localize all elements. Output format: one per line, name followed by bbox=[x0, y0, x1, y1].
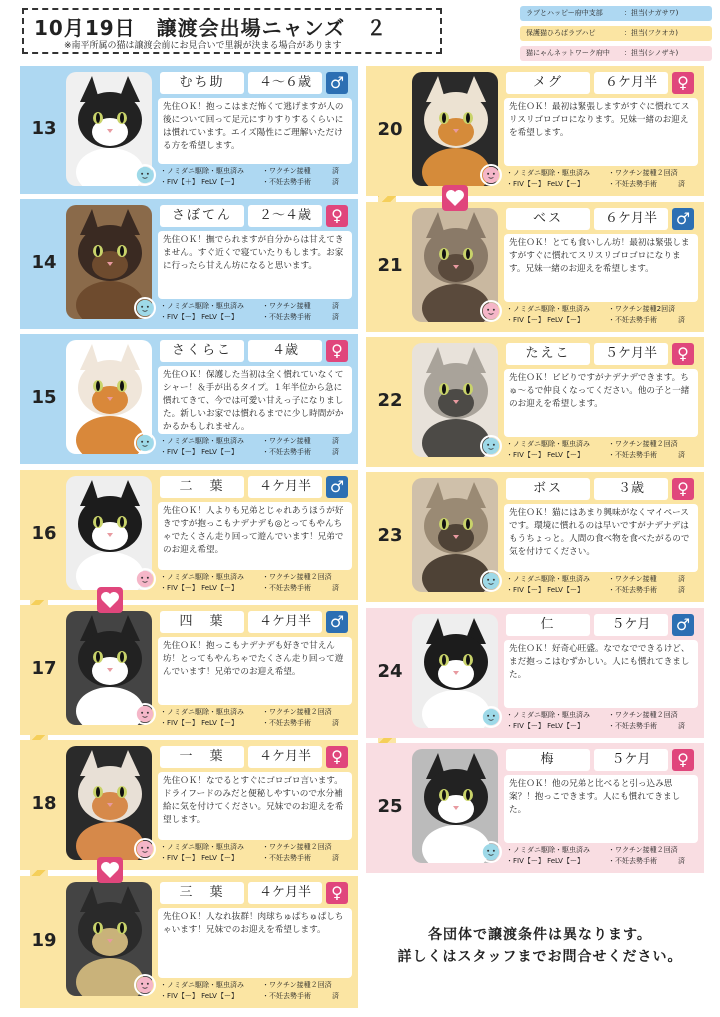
cat-name: たえこ bbox=[506, 343, 590, 365]
fiv-felv-status: ・FIV【ー】 FeLV【ー】 bbox=[160, 854, 238, 862]
contact-item bbox=[520, 6, 712, 21]
vaccine-done: 済 bbox=[332, 167, 339, 175]
cat-number: 18 bbox=[31, 793, 57, 814]
cat-health-info bbox=[506, 304, 685, 326]
female-icon: ♀ bbox=[326, 205, 348, 227]
fiv-felv-status: ・FIV【ー】 FeLV【ー】 bbox=[506, 180, 584, 188]
cat-age: ５ケ月 bbox=[594, 614, 668, 636]
smiley-icon bbox=[134, 297, 156, 319]
cat-description: 先住ＯＫ！最初は緊張しますがすぐに慣れてスリスリゴロゴロになります。兄妹一緒のお迎えを希望します。 bbox=[504, 98, 698, 166]
cat-card bbox=[20, 740, 358, 870]
fiv-felv-status: ・FIV【ー】 FeLV【ー】 bbox=[506, 316, 584, 324]
contact-person: ：担当(シノザキ) bbox=[624, 49, 679, 57]
fiv-felv-status: ・FIV【ー】 FeLV【ー】 bbox=[506, 857, 584, 865]
heart-icon bbox=[97, 587, 123, 613]
cat-number: 21 bbox=[377, 255, 403, 276]
footer-line: 各団体で譲渡条件は異なります。 bbox=[428, 927, 652, 943]
cat-card bbox=[366, 66, 704, 196]
vaccine-status: ・ワクチン接種２回済 bbox=[608, 846, 678, 854]
cat-health-info bbox=[160, 980, 339, 1002]
male-icon: ♂ bbox=[672, 208, 694, 230]
cat-health-info bbox=[506, 168, 685, 190]
cat-card bbox=[20, 199, 358, 329]
smiley-icon bbox=[134, 432, 156, 454]
fiv-felv-status: ・FIV【ー】 FeLV【ー】 bbox=[160, 719, 238, 727]
deworm-status: ・ノミダニ駆除・駆虫済み bbox=[160, 708, 244, 716]
page-note: ※南平所属の猫は譲渡会前にお見合いで里親が決まる場合があります bbox=[64, 41, 342, 51]
cat-health-info bbox=[160, 166, 339, 188]
cat-age: ５ケ月 bbox=[594, 749, 668, 771]
spay-status: ・不妊去勢手術 bbox=[262, 584, 311, 592]
cat-card bbox=[366, 202, 704, 332]
cat-name: 三 葉 bbox=[160, 882, 244, 904]
cat-number: 14 bbox=[31, 252, 57, 273]
vaccine-status: ・ワクチン接種２回済 bbox=[608, 169, 678, 177]
cat-description: 先住ＯＫ！保護した当初は全く慣れていなくてシャー！＆手が出るタイプ。１年半位から急に慣れてきて、今では可愛い甘えっ子になりました。新しいお家では慣れるまでに少し時間がかかるかもしれません。 bbox=[158, 366, 352, 434]
vaccine-status: ・ワクチン接種２回済 bbox=[262, 843, 332, 851]
vaccine-done: 済 bbox=[678, 575, 685, 583]
smiley-icon bbox=[480, 435, 502, 457]
contact-person: ：担当(ナガサワ) bbox=[624, 9, 679, 17]
cat-name: 仁 bbox=[506, 614, 590, 636]
female-icon: ♀ bbox=[672, 343, 694, 365]
deworm-status: ・ノミダニ駆除・駆虫済み bbox=[506, 169, 590, 177]
vaccine-status: ・ワクチン接種2回済 bbox=[608, 305, 676, 313]
cat-health-info bbox=[160, 707, 339, 729]
cat-description: 先住ＯＫ！人よりも兄弟とじゃれあうほうが好きですが抱っこもナデナデも◎とってもやんちゃでたくさん走り回って遊んでいます！兄弟でのお迎え希望。 bbox=[158, 502, 352, 570]
cat-name: ベス bbox=[506, 208, 590, 230]
vaccine-status: ・ワクチン接種 bbox=[262, 437, 311, 445]
cat-number: 22 bbox=[377, 390, 403, 411]
fiv-felv-status: ・FIV【ー】 FeLV【ー】 bbox=[160, 584, 238, 592]
cat-name: 梅 bbox=[506, 749, 590, 771]
cat-description: 先住ＯＫ！抱っこはまだ怖くて逃げますが人の後について回って足元にすりすりするくらいには慣れています。エイズ陽性にご理解いただける方を希望します。 bbox=[158, 98, 352, 164]
heart-icon bbox=[442, 185, 468, 211]
smiley-icon bbox=[480, 841, 502, 863]
vaccine-status: ・ワクチン接種 bbox=[262, 302, 311, 310]
spay-done: 済 bbox=[678, 722, 685, 730]
cat-description: 先住ＯＫ！なでるとすぐにゴロゴロ言います。ドライフードのみだと便秘しやすいので水分補給に気を付けてください。兄妹でのお迎えを希望します。 bbox=[158, 772, 352, 840]
vaccine-status: ・ワクチン接種２回済 bbox=[608, 711, 678, 719]
cat-age: ２〜４歳 bbox=[248, 205, 322, 227]
female-icon: ♀ bbox=[326, 882, 348, 904]
deworm-status: ・ノミダニ駆除・駆虫済み bbox=[160, 981, 244, 989]
smiley-icon bbox=[480, 570, 502, 592]
page-title: 10月19日 譲渡会出場ニャンズ ２ bbox=[34, 16, 388, 40]
cat-age: ４〜６歳 bbox=[248, 72, 322, 94]
smiley-icon bbox=[134, 568, 156, 590]
cat-age: ４歳 bbox=[248, 340, 322, 362]
cat-number: 16 bbox=[31, 523, 57, 544]
fiv-felv-status: ・FIV【ー】 FeLV【ー】 bbox=[506, 586, 584, 594]
spay-status: ・不妊去勢手術 bbox=[608, 722, 657, 730]
cat-number: 20 bbox=[377, 119, 403, 140]
spay-status: ・不妊去勢手術 bbox=[262, 854, 311, 862]
spay-done: 済 bbox=[332, 992, 339, 1000]
cat-name: ボス bbox=[506, 478, 590, 500]
spay-done: 済 bbox=[332, 448, 339, 456]
cat-card bbox=[20, 876, 358, 1008]
cat-health-info bbox=[506, 845, 685, 867]
cat-number: 25 bbox=[377, 796, 403, 817]
spay-status: ・不妊去勢手術 bbox=[608, 586, 657, 594]
deworm-status: ・ノミダニ駆除・駆虫済み bbox=[160, 167, 244, 175]
vaccine-done: 済 bbox=[332, 302, 339, 310]
cat-health-info bbox=[506, 710, 685, 732]
deworm-status: ・ノミダニ駆除・駆虫済み bbox=[506, 305, 590, 313]
deworm-status: ・ノミダニ駆除・駆虫済み bbox=[160, 573, 244, 581]
female-icon: ♀ bbox=[672, 478, 694, 500]
male-icon: ♂ bbox=[326, 476, 348, 498]
fiv-felv-status: ・FIV【ー】 FeLV【ー】 bbox=[160, 992, 238, 1000]
cat-description: 先住ＯＫ！他の兄弟と比べると引っ込み思案？！抱っこできます。人にも慣れてきました。 bbox=[504, 775, 698, 843]
cat-health-info bbox=[160, 301, 339, 323]
smiley-icon bbox=[480, 300, 502, 322]
deworm-status: ・ノミダニ駆除・駆虫済み bbox=[160, 302, 244, 310]
spay-done: 済 bbox=[332, 178, 339, 186]
cat-description: 先住ＯＫ！とても食いしん坊！最初は緊張しますがすぐに慣れてスリスリゴロゴロになります。兄妹一緒のお迎えを希望します。 bbox=[504, 234, 698, 302]
cat-name: 一 葉 bbox=[160, 746, 244, 768]
cat-name: むち助 bbox=[160, 72, 244, 94]
spay-status: ・不妊去勢手術 bbox=[608, 451, 657, 459]
fiv-felv-status: ・FIV【ー】 FeLV【ー】 bbox=[506, 451, 584, 459]
cat-name: メグ bbox=[506, 72, 590, 94]
cat-card bbox=[20, 66, 358, 194]
cat-card bbox=[366, 608, 704, 738]
vaccine-status: ・ワクチン接種２回済 bbox=[262, 573, 332, 581]
title-box bbox=[22, 8, 442, 54]
smiley-icon bbox=[480, 164, 502, 186]
vaccine-done: 済 bbox=[332, 437, 339, 445]
spay-status: ・不妊去勢手術 bbox=[262, 992, 311, 1000]
spay-status: ・不妊去勢手術 bbox=[608, 180, 657, 188]
vaccine-status: ・ワクチン接種２回済 bbox=[262, 981, 332, 989]
cat-age: ４ケ月半 bbox=[248, 882, 322, 904]
cat-age: ５ケ月半 bbox=[594, 343, 668, 365]
cat-number: 23 bbox=[377, 525, 403, 546]
vaccine-status: ・ワクチン接種２回済 bbox=[262, 708, 332, 716]
cat-health-info bbox=[160, 436, 339, 458]
male-icon: ♂ bbox=[326, 72, 348, 94]
cat-number: 17 bbox=[31, 658, 57, 679]
deworm-status: ・ノミダニ駆除・駆虫済み bbox=[506, 575, 590, 583]
contact-org: 猫にゃんネットワーク府中 bbox=[526, 49, 610, 57]
spay-done: 済 bbox=[678, 586, 685, 594]
spay-status: ・不妊去勢手術 bbox=[608, 316, 657, 324]
fiv-felv-status: ・FIV【ー】 FeLV【ー】 bbox=[160, 313, 238, 321]
spay-status: ・不妊去勢手術 bbox=[262, 719, 311, 727]
cat-number: 13 bbox=[31, 118, 57, 139]
cat-age: ４ケ月半 bbox=[248, 611, 322, 633]
cat-description: 先住ＯＫ！人なれ抜群！肉球ちゅぱちゅぱしちゃいます！兄妹でのお迎えを希望します。 bbox=[158, 908, 352, 978]
smiley-icon bbox=[480, 706, 502, 728]
cat-health-info bbox=[160, 842, 339, 864]
spay-done: 済 bbox=[332, 584, 339, 592]
contact-org: 保護猫ひろばラブハピ bbox=[526, 29, 596, 37]
cat-number: 19 bbox=[31, 930, 57, 951]
spay-done: 済 bbox=[678, 857, 685, 865]
spay-done: 済 bbox=[678, 180, 685, 188]
vaccine-status: ・ワクチン接種２回済 bbox=[608, 440, 678, 448]
vaccine-status: ・ワクチン接種 bbox=[608, 575, 657, 583]
cat-health-info bbox=[160, 572, 339, 594]
spay-done: 済 bbox=[332, 854, 339, 862]
cat-description: 先住ＯＫ！猫にはあまり興味がなくマイペースです。環境に慣れるのは早いですがナデナデはもうちょっと。人間の食べ物を食べたがるので気を付けてください。 bbox=[504, 504, 698, 572]
male-icon: ♂ bbox=[672, 614, 694, 636]
cat-description: 先住ＯＫ！好奇心旺盛。なでなでできるけど、まだ抱っこはむずかしい。人にも慣れてきました。 bbox=[504, 640, 698, 708]
cat-card bbox=[20, 334, 358, 464]
spay-done: 済 bbox=[678, 451, 685, 459]
deworm-status: ・ノミダニ駆除・駆虫済み bbox=[160, 437, 244, 445]
cat-card bbox=[20, 470, 358, 600]
smiley-icon bbox=[134, 838, 156, 860]
deworm-status: ・ノミダニ駆除・駆虫済み bbox=[506, 440, 590, 448]
cat-description: 先住ＯＫ！抱っこもナデナデも好きで甘えん坊！とってもやんちゃでたくさん走り回って遊んでいます！兄弟でのお迎え希望。 bbox=[158, 637, 352, 705]
cat-name: 四 葉 bbox=[160, 611, 244, 633]
female-icon: ♀ bbox=[326, 746, 348, 768]
cat-card bbox=[20, 605, 358, 735]
cat-age: ６ケ月半 bbox=[594, 72, 668, 94]
spay-status: ・不妊去勢手術 bbox=[262, 448, 311, 456]
male-icon: ♂ bbox=[326, 611, 348, 633]
female-icon: ♀ bbox=[672, 72, 694, 94]
contact-person: ：担当(フクオカ) bbox=[624, 29, 679, 37]
contact-list bbox=[520, 6, 712, 66]
spay-status: ・不妊去勢手術 bbox=[262, 178, 311, 186]
spay-status: ・不妊去勢手術 bbox=[262, 313, 311, 321]
fiv-felv-status: ・FIV【ー】 FeLV【ー】 bbox=[506, 722, 584, 730]
footer-notice bbox=[370, 924, 710, 968]
fiv-felv-status: ・FIV【ー】 FeLV【ー】 bbox=[160, 448, 238, 456]
contact-item bbox=[520, 46, 712, 61]
cat-age: ４ケ月半 bbox=[248, 476, 322, 498]
smiley-icon bbox=[134, 974, 156, 996]
cat-description: 先住ＯＫ！撫でられますが自分からは甘えてきません。すぐ近くで寝ていたりもします。お家に行ったら甘えん坊になると思います。 bbox=[158, 231, 352, 299]
cat-name: さぼてん bbox=[160, 205, 244, 227]
cat-health-info bbox=[506, 439, 685, 461]
cat-description: 先住ＯＫ！ビビりですがナデナデできます。ちゅ〜るで仲良くなってください。他の子と一緒のお迎えを希望します。 bbox=[504, 369, 698, 437]
smiley-icon bbox=[134, 164, 156, 186]
cat-card bbox=[366, 743, 704, 873]
cat-age: ６ケ月半 bbox=[594, 208, 668, 230]
smiley-icon bbox=[134, 703, 156, 725]
cat-health-info bbox=[506, 574, 685, 596]
cat-card bbox=[366, 337, 704, 467]
cat-name: 二 葉 bbox=[160, 476, 244, 498]
spay-done: 済 bbox=[332, 719, 339, 727]
deworm-status: ・ノミダニ駆除・駆虫済み bbox=[506, 846, 590, 854]
cat-age: ３歳 bbox=[594, 478, 668, 500]
deworm-status: ・ノミダニ駆除・駆虫済み bbox=[506, 711, 590, 719]
heart-icon bbox=[97, 857, 123, 883]
contact-item bbox=[520, 26, 712, 41]
cat-number: 24 bbox=[377, 661, 403, 682]
cat-age: ４ケ月半 bbox=[248, 746, 322, 768]
contact-org: ラブとハッピー府中支部 bbox=[526, 9, 603, 17]
footer-line: 詳しくはスタッフまでお問合せください。 bbox=[397, 949, 683, 965]
spay-done: 済 bbox=[332, 313, 339, 321]
female-icon: ♀ bbox=[672, 749, 694, 771]
female-icon: ♀ bbox=[326, 340, 348, 362]
vaccine-status: ・ワクチン接種 bbox=[262, 167, 311, 175]
fiv-felv-status: ・FIV【＋】 FeLV【ー】 bbox=[160, 178, 238, 186]
cat-card bbox=[366, 472, 704, 602]
cat-number: 15 bbox=[31, 387, 57, 408]
spay-status: ・不妊去勢手術 bbox=[608, 857, 657, 865]
spay-done: 済 bbox=[678, 316, 685, 324]
cat-name: さくらこ bbox=[160, 340, 244, 362]
deworm-status: ・ノミダニ駆除・駆虫済み bbox=[160, 843, 244, 851]
